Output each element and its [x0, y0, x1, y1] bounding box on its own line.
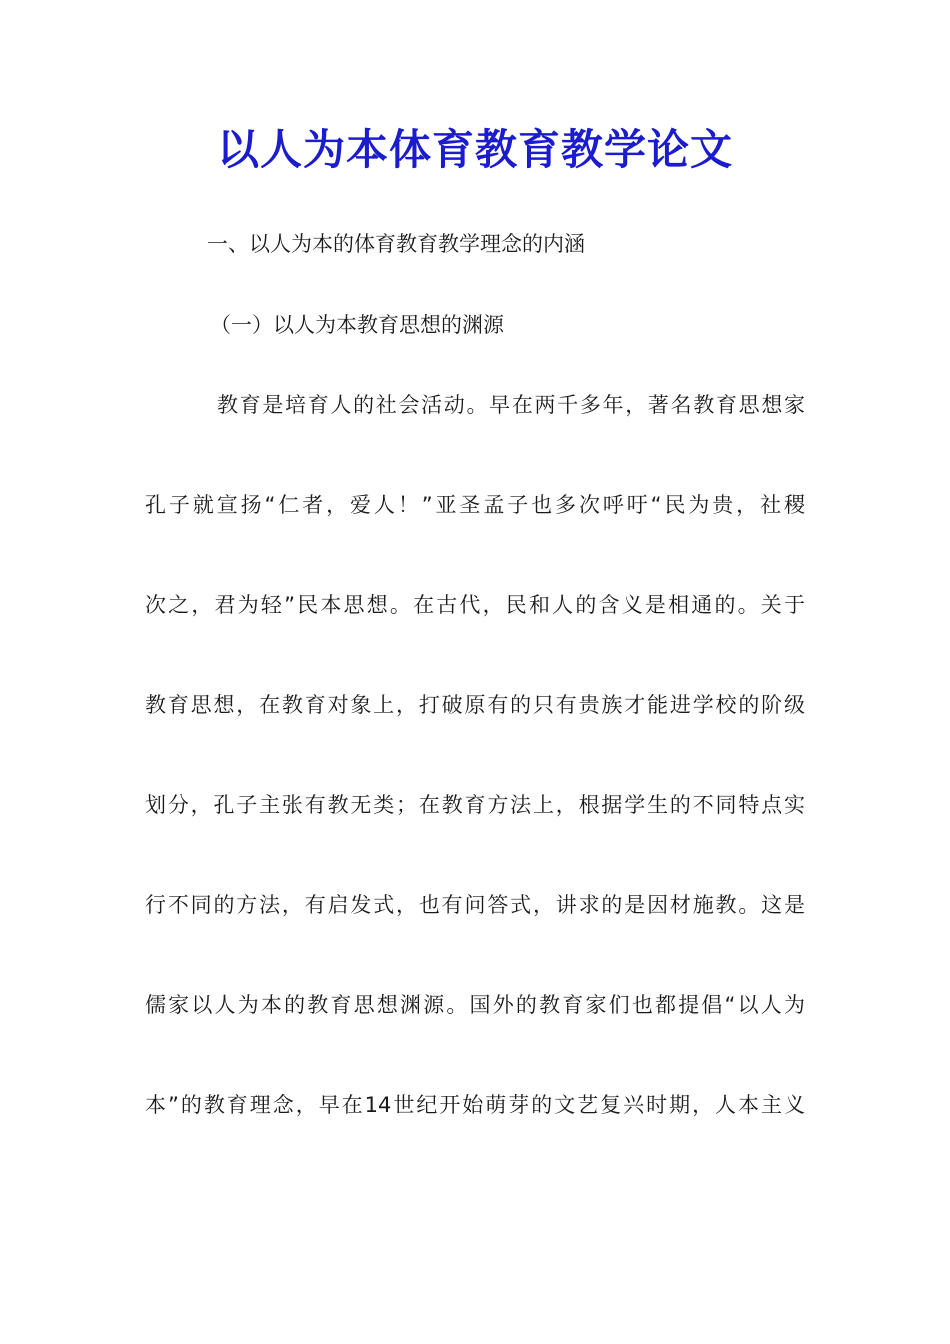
paragraph-line: 儒家以人为本的教育思想渊源。国外的教育家们也都提倡“以人为 — [145, 993, 805, 1017]
paragraph-line: 次之，君为轻”民本思想。在古代，民和人的含义是相通的。关于 — [145, 593, 805, 617]
paragraph-line: 行不同的方法，有启发式，也有问答式，讲求的是因材施教。这是 — [145, 893, 805, 917]
subsection-heading: （一）以人为本教育思想的渊源 — [210, 313, 504, 337]
document-title: 以人为本体育教育教学论文 — [216, 125, 733, 174]
paragraph-line: 教育思想，在教育对象上，打破原有的只有贵族才能进学校的阶级 — [145, 693, 805, 717]
paragraph-line: 教育是培育人的社会活动。早在两千多年，著名教育思想家 — [217, 393, 805, 417]
paragraph-line: 本”的教育理念，早在14世纪开始萌芽的文艺复兴时期，人本主义 — [145, 1093, 805, 1117]
paragraph-line: 孔子就宣扬“仁者，爱人！”亚圣孟子也多次呼吁“民为贵，社稷 — [145, 493, 805, 517]
body-paragraph — [145, 385, 805, 1185]
paragraph-line: 划分，孔子主张有教无类；在教育方法上，根据学生的不同特点实 — [145, 793, 805, 817]
section-heading: 一、以人为本的体育教育教学理念的内涵 — [207, 232, 585, 256]
